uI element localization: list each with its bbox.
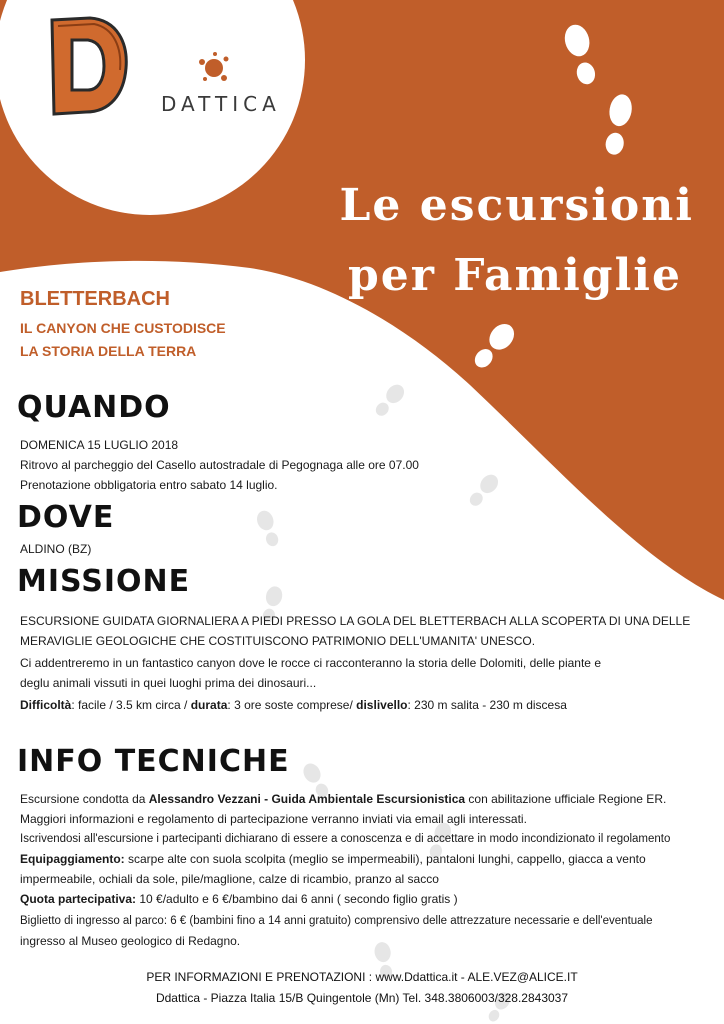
missione-line-2: MERAVIGLIE GEOLOGICHE CHE COSTITUISCONO PATRIMONIO DELL'UMANITA' UNESCO. (20, 634, 536, 648)
quando-date: DOMENICA 15 LUGLIO 2018 (20, 438, 179, 452)
info-ticket-line-2: ingresso al Museo geologico di Redagno. (20, 934, 241, 948)
info-more-line: Maggiori informazioni e regolamento di partecipazione verranno inviati via email agli interessati. (20, 812, 527, 826)
footprint-icon (464, 470, 504, 510)
quando-meeting: Ritrovo al parcheggio del Casello autostradale di Pegognaga alle ore 07.00 (20, 458, 419, 472)
dislivello-label: dislivello (356, 698, 408, 712)
title-line-1: Le escursioni (339, 180, 694, 231)
footer-contacts: PER INFORMAZIONI E PRENOTAZIONI : www.Ddattica.it - ALE.VEZ@ALICE.IT (146, 970, 578, 984)
missione-line-3: Ci addentreremo in un fantastico canyon dove le rocce ci racconteranno la storia delle Dolomiti, delle piante e (20, 656, 601, 670)
quota-value: 10 €/adulto e 6 €/bambino dai 6 anni ( secondo figlio gratis ) (136, 892, 458, 906)
info-equip-line (20, 850, 646, 868)
info-equip-line-2: impermeabile, ochiali da sole, pile/maglione, calze di ricambio, pranzo al sacco (20, 872, 439, 886)
quota-label: Quota partecipativa: (20, 892, 137, 906)
footprint-icon (598, 92, 638, 158)
difficolta-label: Difficoltà (20, 698, 72, 712)
subtitle-line-2: IL CANYON CHE CUSTODISCE (20, 320, 226, 336)
info-guide-line (20, 790, 666, 808)
equip-value: scarpe alte con suola scolpita (meglio se impermeabili), pantaloni lunghi, cappello, giacca a vento (124, 852, 646, 866)
info-ticket-line: Biglietto di ingresso al parco: 6 € (bambini fino a 14 anni gratuito) comprensivo delle attrezzature necessarie e dell'eventuale (20, 915, 653, 927)
missione-heading: MISSIONE (17, 564, 191, 599)
info-rules-line: Iscrivendosi all'escursione i partecipanti dichiarano di essere a conoscenza e di accettare in modo incondizionato il regolamento (20, 833, 671, 845)
difficolta-value: : facile / 3.5 km circa / (71, 698, 191, 712)
footprint-icon (466, 318, 522, 374)
dove-location: ALDINO (BZ) (20, 542, 92, 556)
subtitle-line-3: LA STORIA DELLA TERRA (20, 343, 197, 359)
missione-line-1: ESCURSIONE GUIDATA GIORNALIERA A PIEDI PRESSO LA GOLA DEL BLETTERBACH ALLA SCOPERTA DI UNA DELLE (20, 614, 691, 628)
quando-booking: Prenotazione obbligatoria entro sabato 14 luglio. (20, 478, 278, 492)
logo-wordmark: DATTICA (161, 92, 281, 116)
dislivello-value: : 230 m salita - 230 m discesa (407, 698, 567, 712)
missione-line-4: deglu animali vissuti in quei luoghi prima dei dinosauri... (20, 676, 317, 690)
info-guide-name: Alessandro Vezzani - Guida Ambientale Escursionistica (148, 792, 466, 806)
subtitle-place: BLETTERBACH (20, 288, 170, 310)
logo-d-icon (44, 14, 130, 118)
quando-heading: QUANDO (17, 390, 171, 425)
paint-splat-icon (196, 50, 232, 86)
durata-label: durata (190, 698, 228, 712)
durata-value: : 3 ore soste comprese/ (227, 698, 357, 712)
missione-details (20, 696, 567, 714)
title-line-2: per Famiglie (347, 250, 682, 301)
footprint-icon (370, 380, 410, 420)
footprint-icon (560, 22, 602, 88)
equip-label: Equipaggiamento: (20, 852, 125, 866)
info-guide-pre: Escursione condotta da (20, 792, 149, 806)
dove-heading: DOVE (17, 500, 115, 535)
info-quota-line (20, 890, 458, 908)
info-guide-post: con abilitazione ufficiale Regione ER. (465, 792, 667, 806)
info-heading: INFO TECNICHE (17, 744, 290, 779)
footer-address: Ddattica - Piazza Italia 15/B Quingentole (Mn) Tel. 348.3806003/328.2843037 (155, 991, 569, 1005)
footprint-icon (250, 508, 286, 548)
